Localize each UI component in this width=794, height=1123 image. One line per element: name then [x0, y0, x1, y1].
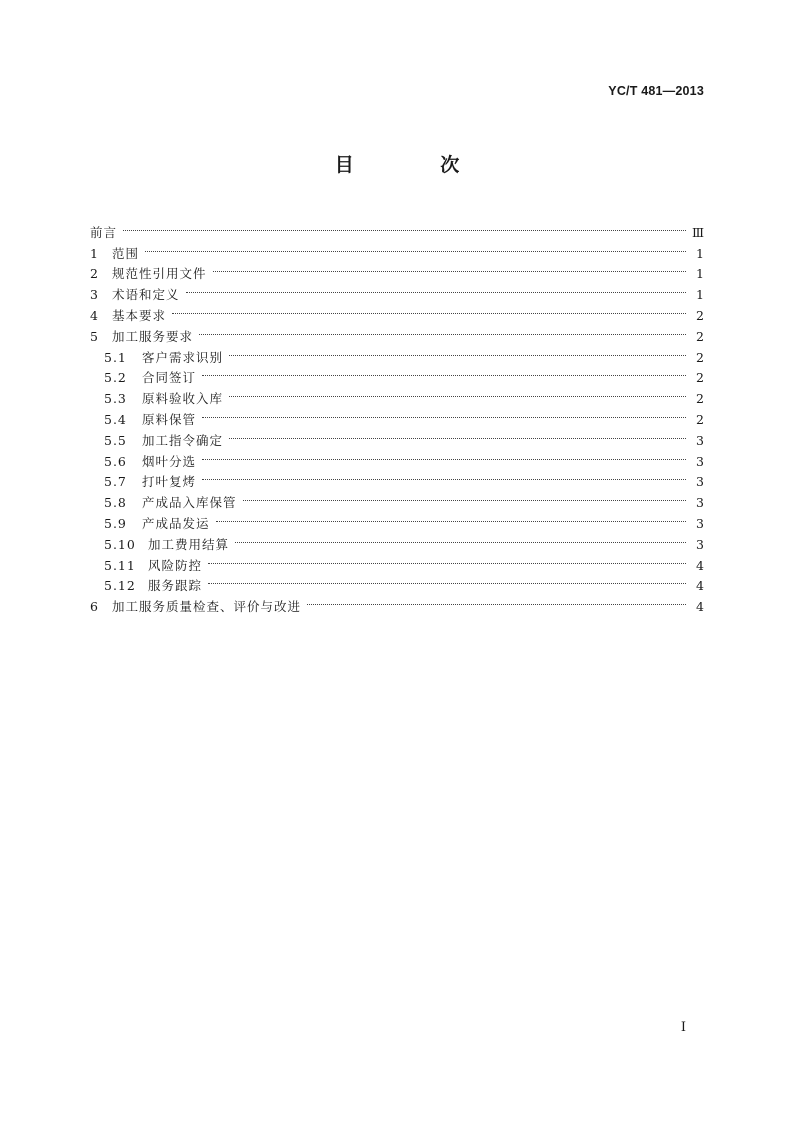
- toc-entry-number: 5.11: [104, 557, 136, 573]
- toc-entry-number: 5.8: [104, 495, 127, 511]
- toc-entry-number: 5.7: [104, 474, 127, 490]
- toc-entry-label: 前言: [90, 224, 118, 240]
- toc-dot-leader: [208, 570, 686, 591]
- toc-dot-leader: [216, 507, 686, 528]
- toc-entry-number: 5.3: [104, 391, 127, 407]
- toc-entry-number: 5.1: [104, 349, 127, 365]
- toc-entry[interactable]: [90, 258, 704, 282]
- toc-entry-page: Ⅲ: [692, 224, 705, 240]
- toc-entry-label: 加工指令确定: [142, 432, 224, 448]
- toc-entry-number: 3: [90, 287, 98, 303]
- toc-dot-leader: [199, 320, 686, 341]
- toc-entry-number: 5.6: [104, 453, 127, 469]
- toc-entry[interactable]: [90, 237, 704, 261]
- toc-entry-number: 5.4: [104, 411, 127, 427]
- toc-entry[interactable]: [90, 216, 705, 240]
- toc-entry-number: 1: [90, 245, 98, 261]
- toc-entry-label: 原料验收入库: [142, 391, 224, 407]
- toc-entry-label: 客户需求识别: [142, 349, 224, 365]
- toc-entry-label: 烟叶分选: [142, 453, 197, 469]
- toc-entry-label: 合同签订: [142, 370, 197, 386]
- toc-entry-number: 4: [90, 307, 98, 323]
- table-of-contents: [90, 216, 705, 615]
- toc-dot-leader: [123, 216, 686, 237]
- toc-entry[interactable]: [90, 299, 704, 323]
- toc-entry-page: 3: [696, 536, 704, 552]
- toc-entry-number: 5.2: [104, 370, 127, 386]
- toc-entry-page: 1: [696, 287, 704, 303]
- toc-dot-leader: [202, 445, 686, 466]
- toc-entry-page: 4: [696, 578, 704, 594]
- toc-entry-page: 2: [696, 328, 704, 344]
- toc-dot-leader: [229, 382, 686, 403]
- toc-entry-label: 加工服务要求: [112, 328, 194, 344]
- toc-entry-number: 5.10: [104, 536, 136, 552]
- toc-entry-page: 2: [696, 391, 704, 407]
- toc-dot-leader: [307, 590, 686, 611]
- toc-entry-number: 5.5: [104, 432, 127, 448]
- toc-entry-page: 1: [696, 266, 704, 282]
- toc-entry-page: 3: [696, 474, 704, 490]
- toc-dot-leader: [202, 466, 686, 487]
- toc-dot-leader: [235, 528, 686, 549]
- toc-entry[interactable]: [90, 320, 704, 344]
- toc-entry-label: 基本要求: [112, 307, 167, 323]
- toc-entry-label: 服务跟踪: [148, 578, 203, 594]
- toc-dot-leader: [202, 403, 686, 424]
- toc-dot-leader: [208, 549, 686, 570]
- toc-entry-page: 3: [696, 495, 704, 511]
- toc-entry-label: 产成品发运: [142, 515, 210, 531]
- toc-entry-label: 原料保管: [142, 411, 197, 427]
- toc-entry-page: 3: [696, 432, 704, 448]
- toc-dot-leader: [202, 362, 686, 383]
- toc-entry-page: 2: [696, 411, 704, 427]
- toc-dot-leader: [229, 424, 686, 445]
- toc-entry-page: 3: [696, 515, 704, 531]
- toc-dot-leader: [172, 299, 686, 320]
- toc-entry-label: 规范性引用文件: [112, 266, 207, 282]
- toc-entry-number: 2: [90, 266, 98, 282]
- toc-entry-page: 2: [696, 370, 704, 386]
- toc-dot-leader: [213, 258, 686, 279]
- toc-entry-number: 5.9: [104, 515, 127, 531]
- toc-entry-page: 4: [696, 599, 704, 615]
- toc-entry-number: 6: [90, 599, 98, 615]
- toc-dot-leader: [186, 278, 686, 299]
- page-number: I: [680, 1020, 686, 1035]
- toc-entry-label: 风险防控: [148, 557, 203, 573]
- toc-entry-page: 2: [696, 307, 704, 323]
- page-title: 目 次: [334, 154, 500, 176]
- toc-entry-number: 5: [90, 328, 98, 344]
- toc-entry-label: 范围: [112, 245, 140, 261]
- toc-dot-leader: [145, 237, 686, 258]
- toc-entry-page: 3: [696, 453, 704, 469]
- toc-entry-page: 2: [696, 349, 704, 365]
- toc-entry-number: 5.12: [104, 578, 136, 594]
- toc-entry-label: 术语和定义: [112, 287, 180, 303]
- toc-entry-label: 打叶复烤: [142, 474, 197, 490]
- toc-entry-label: 加工服务质量检查、评价与改进: [112, 599, 302, 615]
- toc-entry-label: 产成品入库保管: [142, 495, 237, 511]
- standard-code: YC/T 481—2013: [608, 84, 704, 98]
- toc-entry-page: 4: [696, 557, 704, 573]
- toc-entry-label: 加工费用结算: [148, 536, 230, 552]
- toc-entry-page: 1: [696, 245, 704, 261]
- toc-dot-leader: [229, 341, 686, 362]
- toc-dot-leader: [243, 486, 686, 507]
